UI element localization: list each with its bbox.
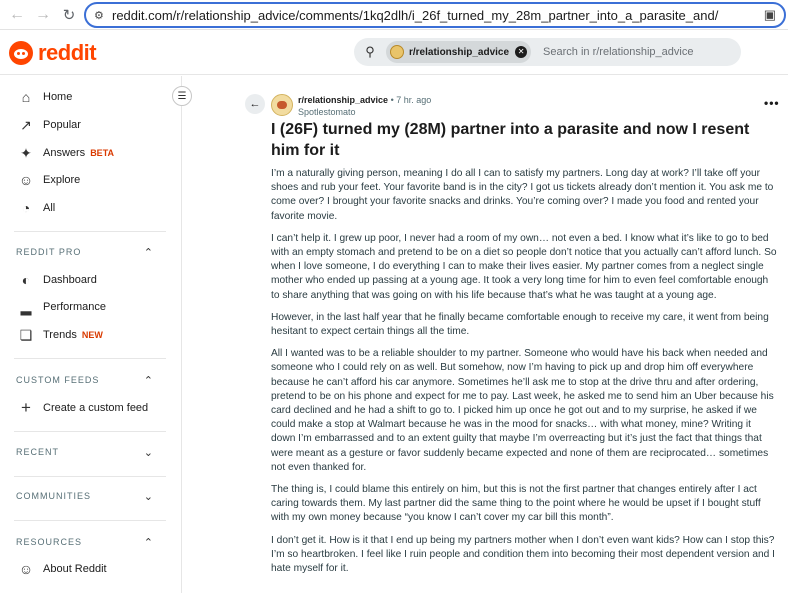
subreddit-link[interactable]: r/relationship_advice [298, 95, 389, 105]
post-paragraph: All I wanted was to be a reliable shoulder to my partner. Someone who would have his back when needed and someone who I could rely on as well. But somehow, now I’m having to pick up and drop him off everywhere because he can’t afford his car anymore. Sometimes he’ll ask me to stop at the drive thru and after ordering, pretend to be on his phone and expect for me to pay. Last week, he asked me to send him an Uber because his card declined and he had a shift to go to. I picked him up once he got out and to my surprise, he asked if we could make a stop at Walmart because he was in the mood for snacks… with what money, mine? Writing it down I’m embarrassed and to an extent guilty that maybe I’m overreacting but it’s just the fact that things that were meant as a gesture or favor suddenly became expected and none of them are reciprocated… sometimes not even thanked for. [271, 348, 774, 473]
sidebar-item-label: Performance [43, 301, 106, 313]
trends-icon: ❏ [19, 326, 33, 343]
sidebar-item-performance[interactable] [18, 295, 106, 319]
search-icon: ⚲ [365, 44, 375, 59]
section-recent[interactable] [16, 444, 154, 460]
post-paragraph: However, in the last half year that he finally became comfortable enough to receive my care, it went from being hesitant to expect certain things all the time. [271, 311, 769, 338]
sidebar-item-label: Explore [43, 174, 81, 186]
chip-close-icon[interactable]: ✕ [515, 46, 527, 58]
sidebar-item-label: Trends [43, 329, 77, 341]
performance-icon: ▂ [20, 298, 32, 315]
section-reddit-pro[interactable] [16, 244, 154, 260]
sidebar-item-all[interactable] [18, 196, 55, 220]
browser-forward-icon[interactable]: → [35, 5, 51, 23]
arrow-left-icon: ← [249, 98, 261, 110]
chevron-up-icon: ⌃ [143, 374, 154, 387]
sidebar-item-label: Dashboard [43, 274, 97, 286]
new-badge: NEW [81, 330, 103, 340]
post-paragraph: I don’t get it. How is it that I end up being my partners mother when I don’t even want kids? How can I stop this? I’m so heartbroken. I feel like I ruin people and condition them into becoming their most dependent version and I hate myself for it. [271, 534, 776, 575]
answers-icon: ✦ [20, 144, 32, 161]
sidebar-item-label: Answers [43, 147, 86, 159]
post-title: I (26F) turned my (28M) partner into a parasite and now I resent him for it [271, 121, 750, 159]
plus-icon: + [21, 398, 31, 417]
section-resources[interactable] [16, 534, 154, 550]
post-body [271, 167, 778, 584]
beta-badge: BETA [90, 148, 115, 158]
chevron-down-icon: ⌄ [143, 490, 154, 503]
post-paragraph: The thing is, I could blame this entirely on him, but this is not the first partner that changes entirely after I act caring towards them. My last partner did the same thing to the point where he would be upset if I bought stuff with my own money because “you know I can’t cover my car bill this month”. [271, 484, 761, 524]
sidebar-item-dashboard[interactable] [18, 268, 97, 292]
create-custom-feed-button[interactable] [18, 396, 148, 420]
subreddit-chip-label: r/relationship_advice [409, 46, 510, 58]
section-communities[interactable] [16, 488, 154, 504]
subreddit-avatar[interactable] [271, 94, 293, 116]
left-sidebar [0, 76, 187, 593]
home-icon: ⌂ [21, 89, 31, 105]
sidebar-item-about-reddit[interactable] [18, 557, 107, 581]
popular-icon: ↗ [20, 116, 32, 133]
sidebar-divider [14, 476, 166, 477]
section-heading: RESOURCES [16, 537, 83, 547]
more-options-icon[interactable]: ••• [764, 96, 780, 110]
explore-icon: ☺ [18, 172, 34, 188]
menu-icon: ☰ [177, 90, 187, 102]
reddit-wordmark: reddit [38, 40, 97, 65]
address-bar[interactable] [84, 2, 786, 28]
sidebar-item-answers[interactable] [18, 141, 114, 165]
sidebar-item-explore[interactable] [18, 168, 80, 192]
search-bar[interactable] [354, 38, 741, 66]
sidebar-item-label: Popular [43, 119, 81, 131]
post-author[interactable]: Spotlestomato [298, 107, 356, 117]
section-heading: REDDIT PRO [16, 247, 82, 257]
reload-icon[interactable]: ↻ [62, 6, 76, 24]
reddit-logo[interactable] [9, 40, 96, 66]
post-paragraph: I can’t help it. I grew up poor, I never had a room of my own… not even a bed. I know what it’s like to go to bed with an empty stomach and pretend to be on a diet so people don’t notice that you actually can’t afford lunch. So when I love someone, I do everything I can to make their lives easier. My partner comes from a neglect single mother who ended up passing at a young age. It took a very long time for him to even feel comfortable enough to share anything that was going on with his life because that’s what he was taught at a young age. [271, 232, 777, 301]
subreddit-chip-avatar [390, 45, 404, 59]
sidebar-item-label: All [43, 202, 56, 214]
section-heading: CUSTOM FEEDS [16, 375, 100, 385]
search-input[interactable]: Search in r/relationship_advice [543, 46, 694, 58]
sidebar-item-trends[interactable] [18, 323, 103, 347]
chevron-up-icon: ⌃ [143, 536, 154, 549]
post-meta: r/relationship_advice • 7 hr. ago [298, 95, 432, 105]
reddit-alien-icon [9, 41, 33, 65]
section-heading: COMMUNITIES [16, 491, 91, 501]
cast-icon[interactable]: ▣ [763, 7, 776, 22]
browser-toolbar [0, 0, 788, 30]
collapse-sidebar-button[interactable] [172, 86, 192, 106]
subreddit-search-chip[interactable] [386, 41, 531, 63]
sidebar-divider [14, 358, 166, 359]
post-paragraph: I’m a naturally giving person, meaning I do all I can to satisfy my partners. Long day at work? I’ll take off your shoes and rub your feet. Your favorite band is in the city? I got us tickets already don’t mention it. You ask me to come over? I brought your favorite snacks and drinks. You’re coming over? I made you food and rented your favorite movie. [271, 168, 774, 222]
create-custom-feed-label: Create a custom feed [43, 402, 149, 414]
site-settings-icon[interactable]: ⚙ [94, 9, 104, 22]
browser-back-icon[interactable]: ← [9, 5, 25, 23]
sidebar-item-home[interactable] [18, 85, 72, 109]
sidebar-divider [14, 520, 166, 521]
all-icon: ◔ [21, 200, 31, 216]
section-heading: RECENT [16, 447, 60, 457]
sidebar-item-label: Home [43, 91, 73, 103]
sidebar-item-label: About Reddit [43, 563, 107, 575]
back-button[interactable] [245, 94, 265, 114]
chevron-down-icon: ⌄ [143, 446, 154, 459]
sidebar-divider [14, 431, 166, 432]
section-custom-feeds[interactable] [16, 372, 154, 388]
sidebar-item-popular[interactable] [18, 113, 81, 137]
chevron-up-icon: ⌃ [143, 246, 154, 259]
url-text: reddit.com/r/relationship_advice/comments/1kq2dlh/i_26f_turned_my_28m_partner_into_a_parasite_and/ [112, 7, 719, 23]
reddit-header [0, 31, 788, 75]
sidebar-divider [14, 231, 166, 232]
about-icon: ☺ [18, 561, 34, 577]
post-time: 7 hr. ago [396, 95, 432, 105]
dashboard-icon: ◐ [21, 272, 31, 288]
